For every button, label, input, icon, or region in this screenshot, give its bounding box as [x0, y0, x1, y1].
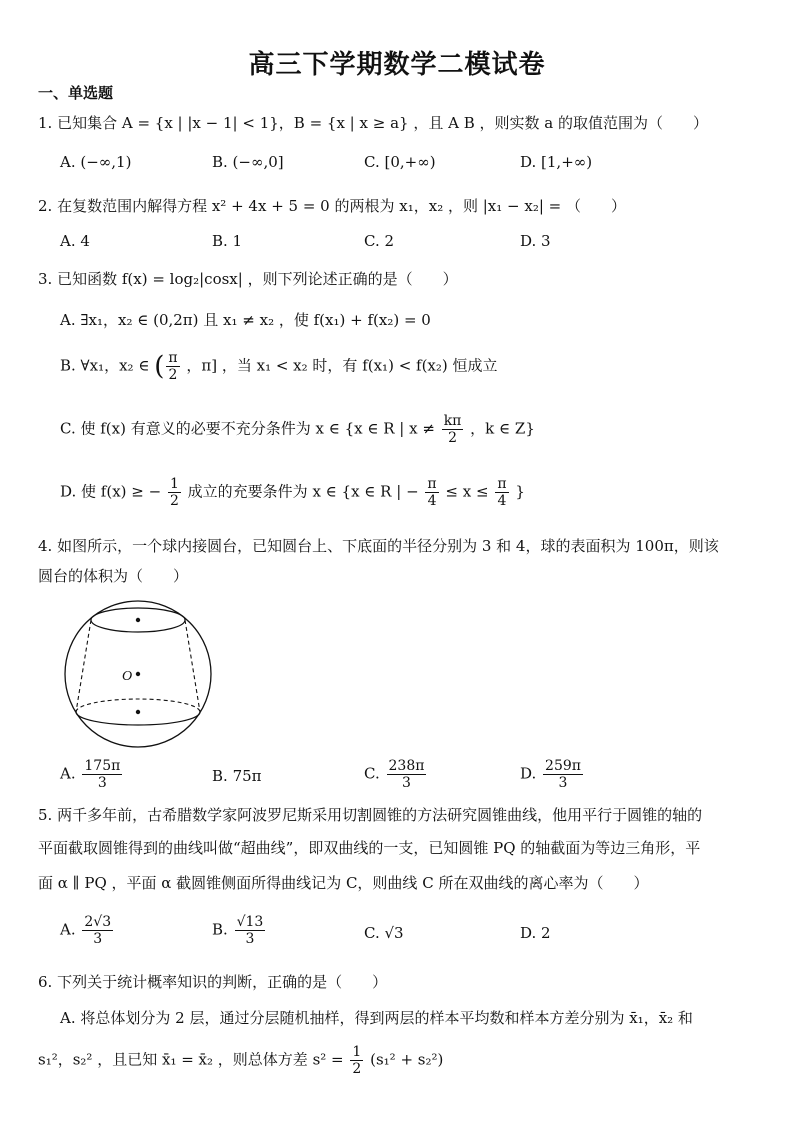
question-1-option-d: D. [1,+∞) [520, 153, 593, 171]
question-4-stem-line-2: 圆台的体积为（ ） [38, 567, 189, 585]
question-3-option-b-prefix: B. ∀x₁，x₂ ∈ [60, 356, 150, 375]
question-4-option-c: C. $\frac{238\pi}{3}$ [364, 758, 425, 791]
question-3-option-b-fraction: $\frac{\pi}{2}$ [168, 350, 178, 383]
question-2-stem: 2. 在复数范围内解得方程 x² + 4x + 5 = 0 的两根为 x₁，x₂ ，则 |x₁ − x₂| = （ ） [38, 197, 627, 215]
question-3-option-c-suffix: ，k ∈ Z} [470, 419, 535, 438]
question-3-option-d-fraction-3: $\frac{\pi}{4}$ [497, 476, 507, 509]
top-center-point [136, 618, 140, 622]
center-label-o: O [122, 669, 133, 684]
question-3-option-b: B. ∀x₁，x₂ ∈ ( $\frac{\pi}{2}$ ，π] ，当 x₁ < x₂ 时，有 f(x₁) < f(x₂) 恒成立 [60, 350, 498, 383]
question-2-option-c: C. 2 [364, 232, 395, 250]
question-2-option-a: A. 4 [60, 232, 90, 250]
question-3-option-d-middle-2: ≤ x ≤ [445, 482, 489, 501]
question-3-option-b-suffix: ，π] ，当 x₁ < x₂ 时，有 f(x₁) < f(x₂) 恒成立 [186, 356, 498, 375]
question-4-stem-line-1: 4. 如图所示，一个球内接圆台，已知圆台上、下底面的半径分别为 3 和 4，球的表面积为 100π，则该 [38, 537, 719, 555]
question-3-stem: 3. 已知函数 f(x) = log₂|cosx| ，则下列论述正确的是（ ） [38, 270, 458, 288]
bottom-center-point [136, 710, 140, 714]
question-1-option-b: B. (−∞,0] [212, 153, 284, 171]
question-5-option-b: B. $\frac{√13}{3}$ [212, 914, 264, 947]
question-5-option-a: A. $\frac{2√3}{3}$ [60, 914, 112, 947]
question-3-option-c-fraction: $\frac{k\pi}{2}$ [443, 413, 462, 446]
question-3-option-d-prefix: D. 使 f(x) ≥ − [60, 482, 162, 501]
frustum-left-edge [76, 620, 91, 712]
question-4-option-d: D. $\frac{259\pi}{3}$ [520, 758, 581, 791]
frustum-right-edge [185, 620, 200, 712]
question-6-option-a-line-2: s₁²，s₂² ，且已知 x̄₁ = x̄₂ ，则总体方差 s² = $\frac{1}{2}$ (s₁² + s₂²) [38, 1044, 444, 1077]
question-2-option-b: B. 1 [212, 232, 243, 250]
sphere-frustum-figure [60, 598, 220, 758]
question-3-option-d-suffix: } [515, 482, 525, 501]
question-5-option-c: C. √3 [364, 924, 404, 942]
page-title: 高三下学期数学二模试卷 [248, 50, 546, 80]
question-3-option-d-middle: 成立的充要条件为 x ∈ {x ∈ R | − [187, 482, 419, 501]
question-4-option-b: B. 75π [212, 767, 262, 785]
question-3-option-d-fraction-2: $\frac{\pi}{4}$ [427, 476, 437, 509]
question-3-option-d [60, 476, 525, 509]
question-5-option-d: D. 2 [520, 924, 551, 942]
question-3-option-d-fraction-1: $\frac{1}{2}$ [169, 476, 179, 509]
question-5-line-1: 5. 两千多年前，古希腊数学家阿波罗尼斯采用切割圆锥的方法研究圆锥曲线，他用平行于圆锥的轴的 [38, 806, 703, 824]
question-4-option-a: A. $\frac{175\pi}{3}$ [60, 758, 121, 791]
question-3-option-c-prefix: C. 使 f(x) 有意义的必要不充分条件为 x ∈ {x ∈ R | x ≠ [60, 419, 435, 438]
question-1-stem: 1. 已知集合 A = {x | |x − 1| < 1}，B = {x | x ≥ a} ，且 A B ，则实数 a 的取值范围为（ ） [38, 114, 708, 132]
question-6-option-a-line-1: A. 将总体划分为 2 层，通过分层随机抽样，得到两层的样本平均数和样本方差分别为 x̄₁，x̄₂ 和 [60, 1009, 693, 1027]
question-6-stem: 6. 下列关于统计概率知识的判断，正确的是（ ） [38, 973, 388, 991]
question-2-option-d: D. 3 [520, 232, 551, 250]
question-5-line-3: 面 α ∥ PQ ，平面 α 截圆锥侧面所得曲线记为 C，则曲线 C 所在双曲线的离心率为（ ） [38, 874, 649, 892]
question-3-option-a: A. ∃x₁，x₂ ∈ (0,2π) 且 x₁ ≠ x₂ ，使 f(x₁) + f(x₂) = 0 [60, 311, 431, 329]
sphere-center-point [136, 672, 140, 676]
question-1-option-a: A. (−∞,1) [60, 153, 132, 171]
question-3-option-c [60, 413, 535, 446]
question-1-option-c: C. [0,+∞) [364, 153, 436, 171]
question-5-line-2: 平面截取圆锥得到的曲线叫做“超曲线”，即双曲线的一支，已知圆锥 PQ 的轴截面为等边三角形，平 [38, 839, 701, 857]
section-heading-single-choice: 一、单选题 [38, 84, 114, 102]
